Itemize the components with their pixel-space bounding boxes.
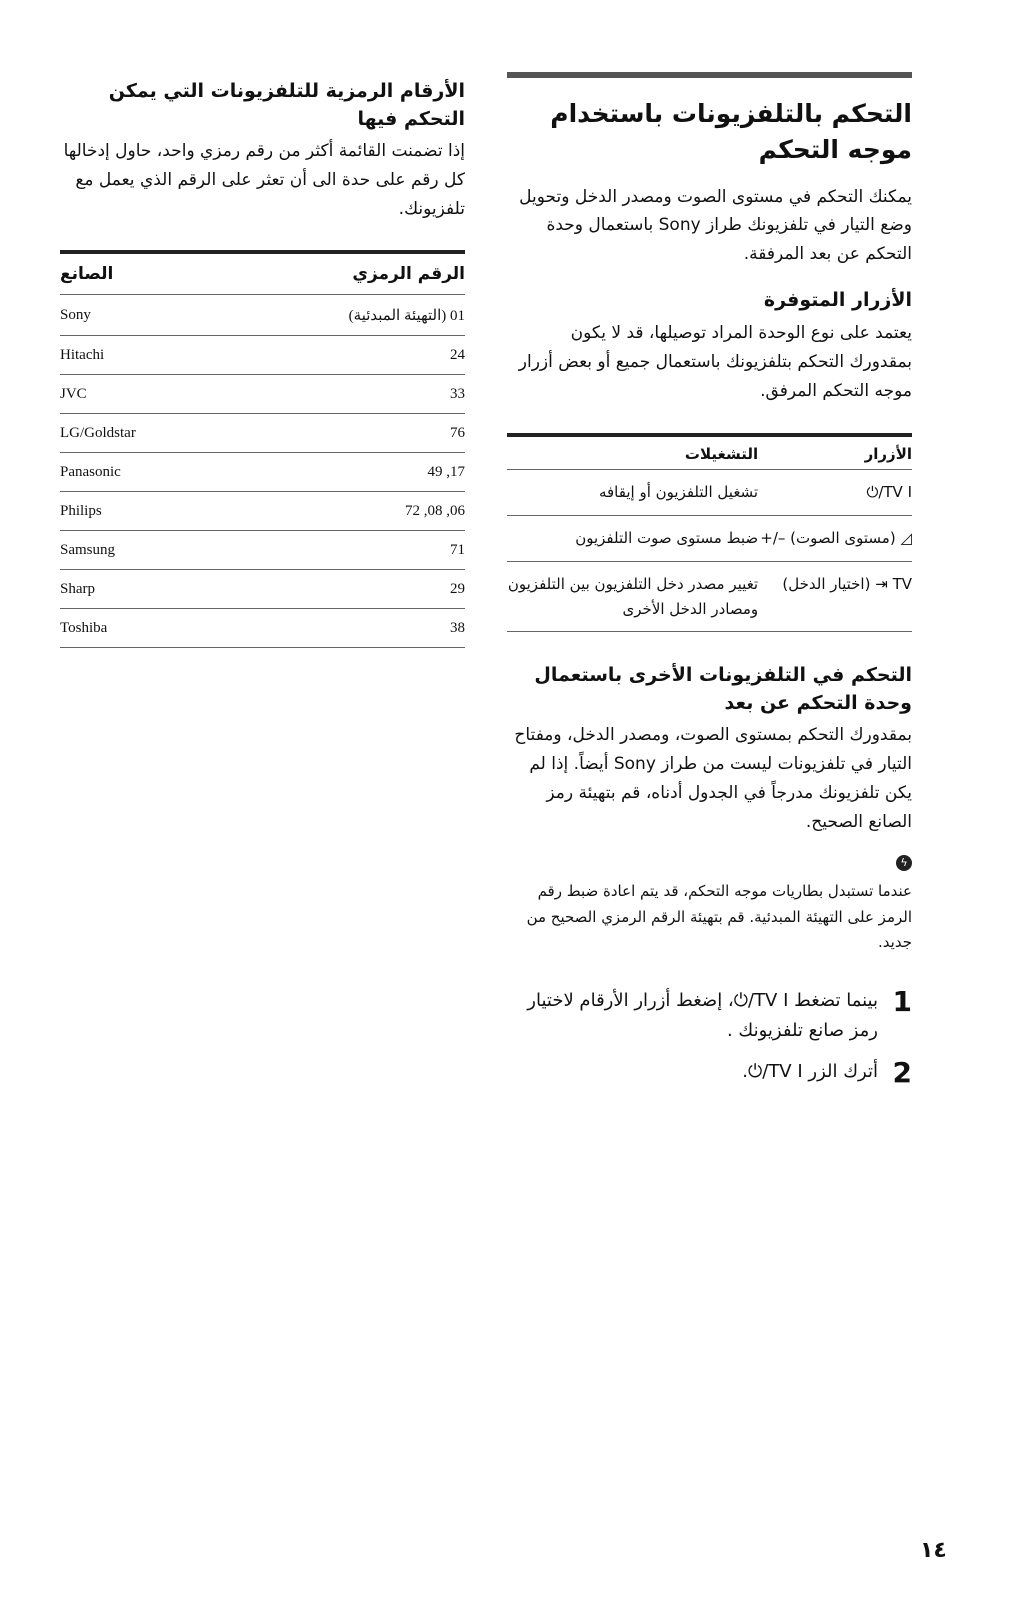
codes-heading: الأرقام الرمزية للتلفزيونات التي يمكن التحكم فيها bbox=[108, 80, 465, 130]
codes-paragraph: إذا تضمنت القائمة أكثر من رقم رمزي واحد، حاول إدخالها كل رقم على حدة الى أن تعثر على الرقم الذي يعمل مع تلفزيونك. bbox=[63, 141, 465, 219]
code-cell: 38 bbox=[220, 608, 465, 647]
step-item bbox=[507, 1057, 912, 1089]
step-text: بينما تضغط TV I/⏻، إضغط أزرار الأرقام لاختيار رمز صانع تلفزيونك . bbox=[527, 989, 878, 1042]
table-row bbox=[60, 413, 465, 452]
brand-cell: JVC bbox=[60, 374, 220, 413]
intro-paragraph: يمكنك التحكم في مستوى الصوت ومصدر الدخل وتحويل وضع التيار في تلفزيونك طراز Sony باستعمال وحدة التحكم عن بعد المرفقة. bbox=[519, 186, 912, 265]
table-row bbox=[60, 608, 465, 647]
left-column bbox=[60, 72, 465, 648]
code-cell: 06, 08, 72 bbox=[220, 491, 465, 530]
col-header-buttons: الأزرار bbox=[758, 435, 912, 470]
note-block bbox=[507, 837, 912, 956]
table-row bbox=[60, 452, 465, 491]
table-row bbox=[507, 470, 912, 516]
table-row bbox=[507, 516, 912, 562]
code-cell: 76 bbox=[220, 413, 465, 452]
other-tvs-heading: التحكم في التلفزيونات الأخرى باستعمال وحدة التحكم عن بعد bbox=[534, 664, 912, 714]
col-header-brand: الصانع bbox=[60, 252, 220, 295]
operation-cell: تشغيل التلفزيون أو إيقافه bbox=[507, 470, 758, 516]
section-title: التحكم بالتلفزيونات باستخدام موجه التحكم bbox=[550, 99, 912, 165]
section-top-rule bbox=[507, 72, 912, 78]
available-buttons-paragraph: يعتمد على نوع الوحدة المراد توصيلها، قد لا يكون بمقدورك التحكم بتلفزيونك باستعمال جميع أو بعض أزرار موجه التحكم المرفق. bbox=[518, 322, 912, 401]
brand-cell: Samsung bbox=[60, 530, 220, 569]
table-row bbox=[60, 374, 465, 413]
table-row bbox=[507, 561, 912, 632]
available-buttons-heading: الأزرار المتوفرة bbox=[763, 289, 912, 312]
code-cell: 33 bbox=[220, 374, 465, 413]
code-cell: 01 (التهيئة المبدئية) bbox=[220, 294, 465, 335]
step-number: 2 bbox=[892, 1055, 912, 1089]
right-column bbox=[507, 72, 912, 1099]
brand-cell: Toshiba bbox=[60, 608, 220, 647]
buttons-table bbox=[507, 433, 912, 632]
table-row bbox=[60, 569, 465, 608]
table-row bbox=[60, 294, 465, 335]
brand-cell: Hitachi bbox=[60, 335, 220, 374]
brand-cell: Panasonic bbox=[60, 452, 220, 491]
brand-cell: Sharp bbox=[60, 569, 220, 608]
code-cell: 24 bbox=[220, 335, 465, 374]
table-header-row bbox=[60, 252, 465, 295]
code-cell: 29 bbox=[220, 569, 465, 608]
brand-cell: Philips bbox=[60, 491, 220, 530]
brand-cell: Sony bbox=[60, 294, 220, 335]
brand-cell: LG/Goldstar bbox=[60, 413, 220, 452]
button-cell: ◿ (مستوى الصوت) –/+ bbox=[758, 516, 912, 562]
col-header-code: الرقم الرمزي bbox=[220, 252, 465, 295]
code-cell: 17, 49 bbox=[220, 452, 465, 491]
note-icon: ϟ bbox=[896, 855, 912, 871]
codes-table bbox=[60, 250, 465, 648]
step-text: أترك الزر TV I/⏻. bbox=[742, 1060, 878, 1082]
table-row bbox=[60, 491, 465, 530]
table-header-row bbox=[507, 435, 912, 470]
table-row bbox=[60, 530, 465, 569]
page-number: ١٤ bbox=[920, 1538, 947, 1563]
code-cell: 71 bbox=[220, 530, 465, 569]
table-row bbox=[60, 335, 465, 374]
note-text: عندما تستبدل بطاريات موجه التحكم، قد يتم اعادة ضبط رقم الرمز على التهيئة المبدئية. قم بتهيئة الرقم الرمزي الصحيح من جديد. bbox=[526, 882, 912, 952]
other-tvs-paragraph: بمقدورك التحكم بمستوى الصوت، ومصدر الدخل، ومفتاح التيار في تلفزيونات ليست من طراز Sony أيضاً. إذا لم يكن تلفزيونك مدرجاً في الجدول أدناه، قم بتهيئة رمز الصانع الصحيح. bbox=[514, 725, 912, 833]
step-item bbox=[507, 986, 912, 1047]
operation-cell: ضبط مستوى صوت التلفزيون bbox=[507, 516, 758, 562]
step-number: 1 bbox=[892, 984, 912, 1018]
button-cell: TV ⇥ (اختيار الدخل) bbox=[758, 561, 912, 632]
button-cell: TV I/⏻ bbox=[758, 470, 912, 516]
col-header-operations: التشغيلات bbox=[507, 435, 758, 470]
operation-cell: تغيير مصدر دخل التلفزيون بين التلفزيون ومصادر الدخل الأخرى bbox=[507, 561, 758, 632]
steps-list bbox=[507, 986, 912, 1089]
